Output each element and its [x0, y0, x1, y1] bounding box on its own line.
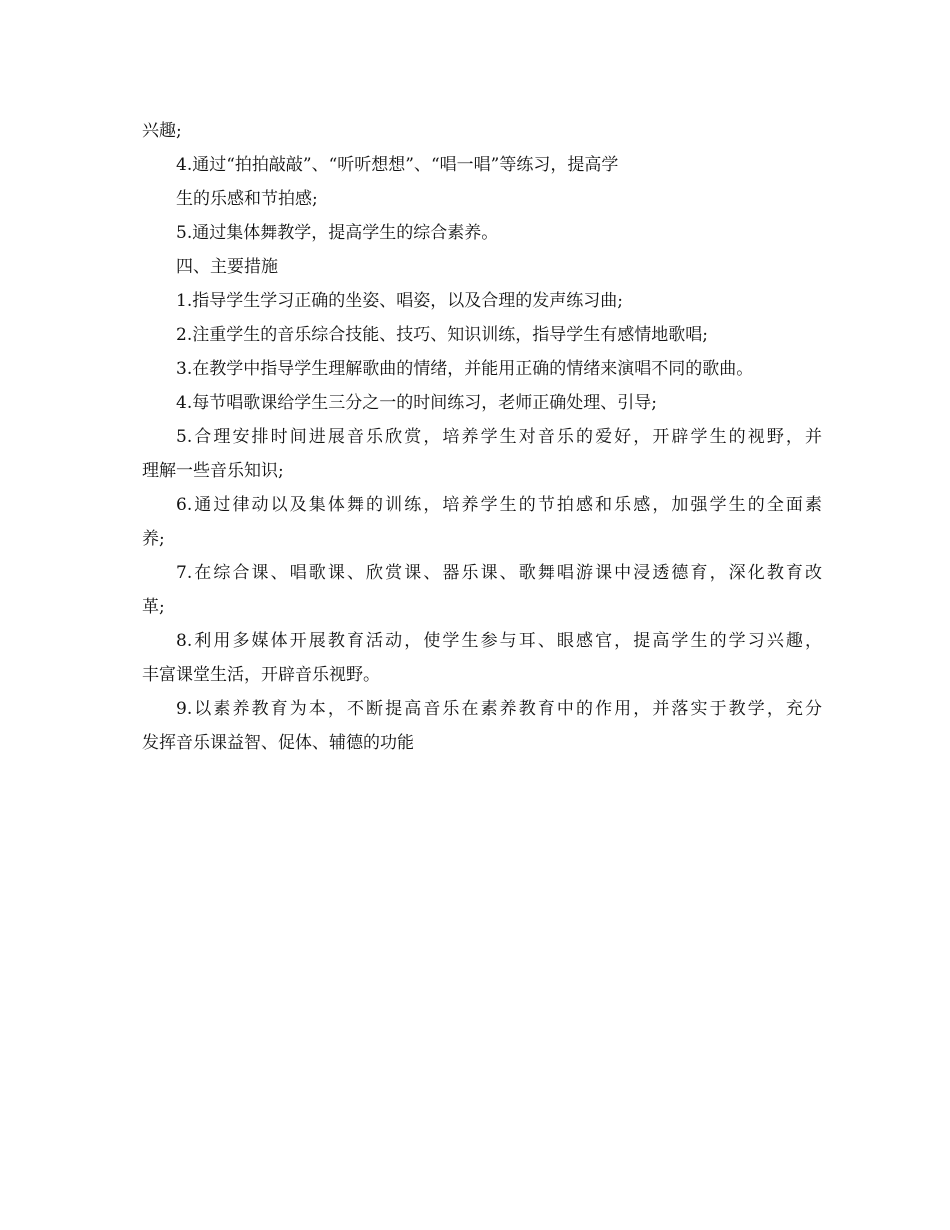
measure-item-4: 4.每节唱歌课给学生三分之一的时间练习，老师正确处理、引导;	[176, 393, 657, 413]
measure-item-1: 1.指导学生学习正确的坐姿、唱姿，以及合理的发声练习曲;	[176, 291, 623, 311]
measure-item-6: 6.通过律动以及集体舞的训练，培养学生的节拍感和乐感，加强学生的全面素	[176, 495, 822, 515]
measure-item-6-continuation: 养;	[142, 529, 165, 549]
measure-item-3: 3.在教学中指导学生理解歌曲的情绪，并能用正确的情绪来演唱不同的歌曲。	[176, 359, 754, 379]
measure-item-8-continuation: 丰富课堂生活，开辟音乐视野。	[142, 665, 380, 685]
goal-item-4: 4.通过“拍拍敲敲”、“听听想想”、“唱一唱”等练习，提高学	[176, 155, 619, 175]
measure-item-9-continuation: 发挥音乐课益智、促体、辅德的功能	[142, 733, 414, 753]
measure-item-7: 7.在综合课、唱歌课、欣赏课、器乐课、歌舞唱游课中浸透德育，深化教育改	[176, 563, 822, 583]
measure-item-2: 2.注重学生的音乐综合技能、技巧、知识训练，指导学生有感情地歌唱;	[176, 325, 708, 345]
goal-item-4-continuation: 生的乐感和节拍感;	[176, 189, 318, 209]
measure-item-9: 9.以素养教育为本，不断提高音乐在素养教育中的作用，并落实于教学，充分	[176, 699, 822, 719]
measure-item-5-continuation: 理解一些音乐知识;	[142, 461, 284, 481]
measure-item-7-continuation: 革;	[142, 597, 165, 617]
section-heading-measures: 四、主要措施	[176, 257, 278, 277]
measure-item-5: 5.合理安排时间进展音乐欣赏，培养学生对音乐的爱好，开辟学生的视野，并	[176, 427, 822, 447]
text-line-continuation: 兴趣;	[142, 121, 182, 141]
measure-item-8: 8.利用多媒体开展教育活动，使学生参与耳、眼感官，提高学生的学习兴趣，	[176, 631, 822, 651]
document-body	[142, 114, 822, 760]
goal-item-5: 5.通过集体舞教学，提高学生的综合素养。	[176, 223, 499, 243]
